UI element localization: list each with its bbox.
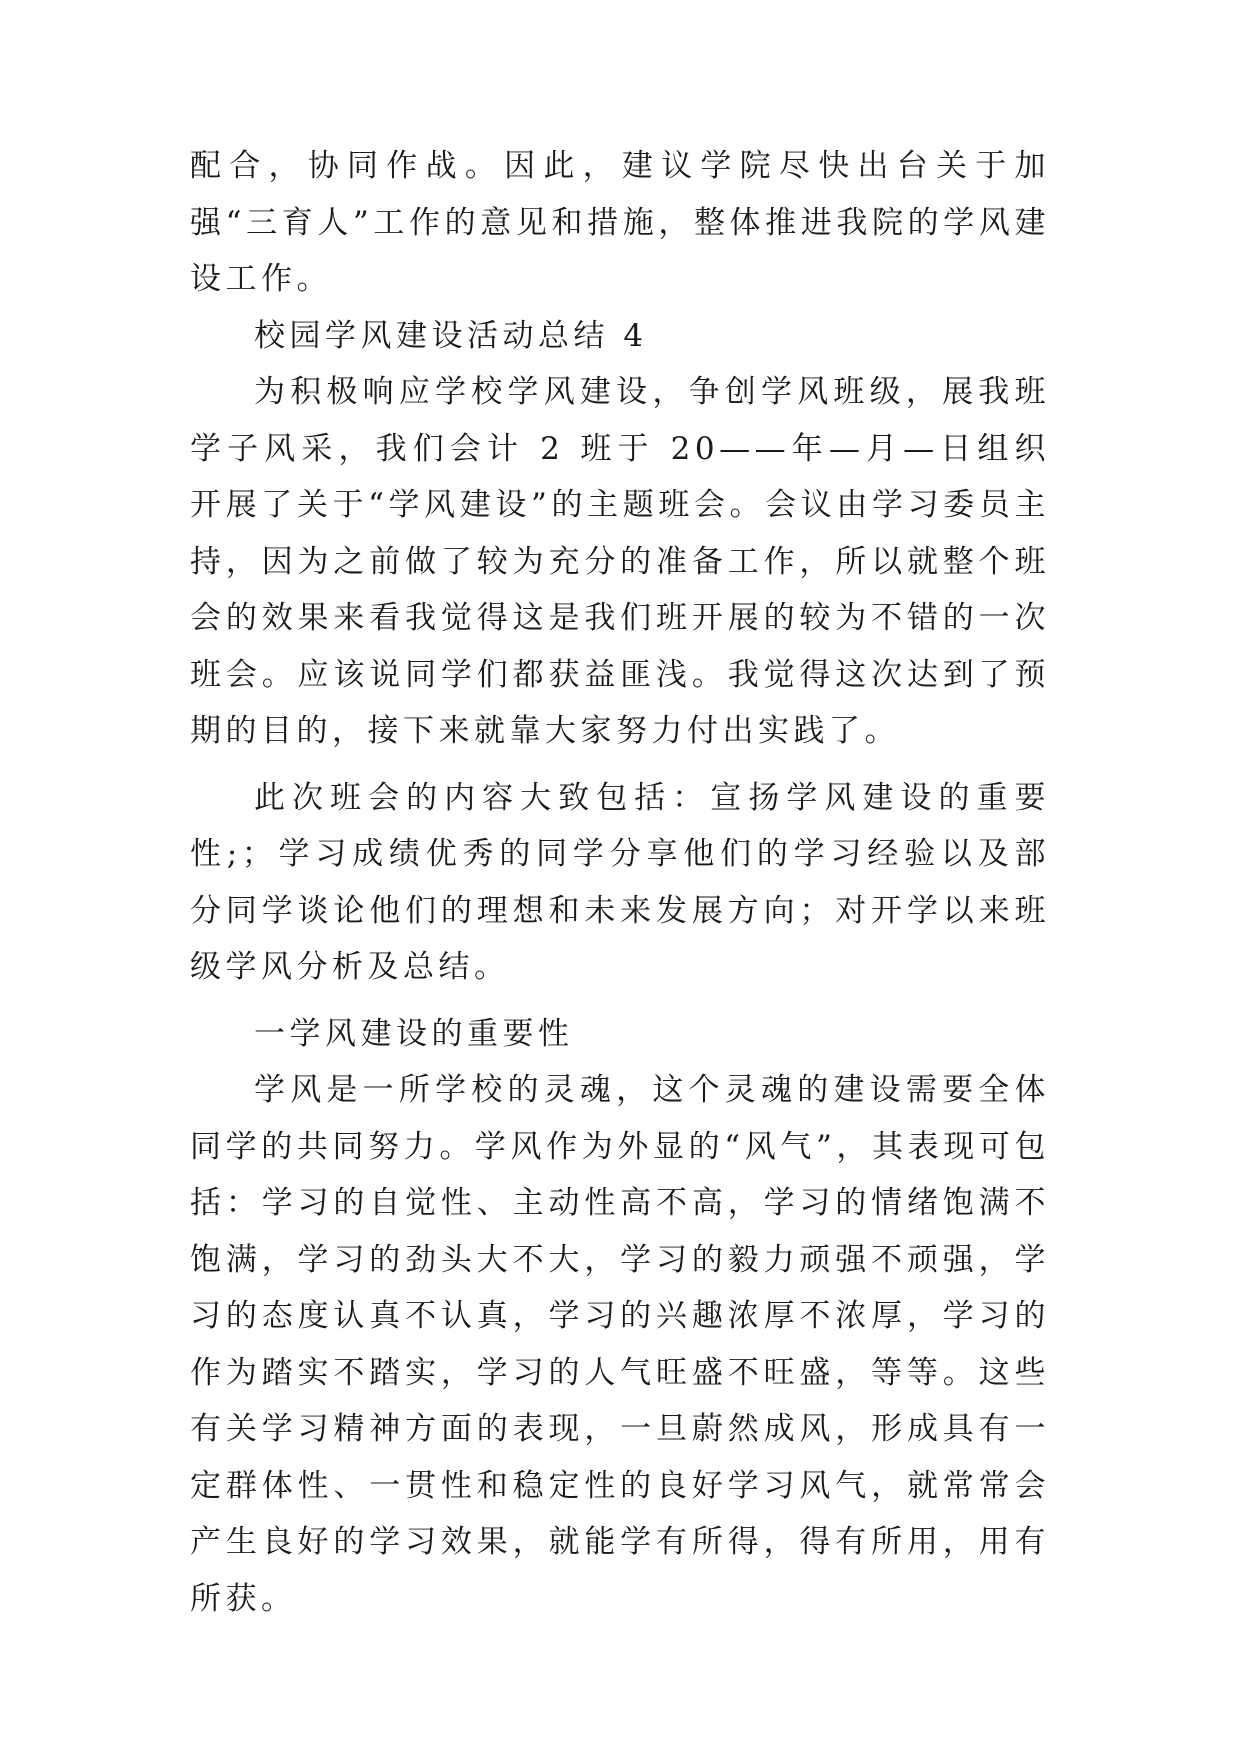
section-heading: 校园学风建设活动总结 4 — [254, 317, 648, 354]
paragraph-intro: 为积极响应学校学风建设，争创学风班级，展我班学子风采，我们会计 2 班于 20——年—月—日组织开展了关于“学风建设”的主题班会。会议由学习委员主持，因为之前做了较为充分的准备工作，所以就整个班会的效果来看我觉得这是我们班开展的较为不错的一次班会。应该说同学们都获益匪浅。我觉得这次达到了预期的目的，接下来就靠大家努力付出实践了。 — [190, 374, 1050, 749]
paragraph-importance: 学风是一所学校的灵魂，这个灵魂的建设需要全体同学的共同努力。学风作为外显的“风气”，其表现可包括：学习的自觉性、主动性高不高，学习的情绪饱满不饱满，学习的劲头大不大，学习的毅力顽强不顽强，学习的态度认真不认真，学习的兴趣浓厚不浓厚，学习的作为踏实不踏实，学习的人气旺盛不旺盛，等等。这些有关学习精神方面的表现，一旦蔚然成风，形成具有一定群体性、一贯性和稳定性的良好学习风气，就常常会产生良好的学习效果，就能学有所得，得有所用，用有所获。 — [190, 1072, 1050, 1617]
document-body — [190, 138, 1050, 1627]
paragraph-continuation: 配合，协同作战。因此，建议学院尽快出台关于加强“三育人”工作的意见和措施，整体推进我院的学风建设工作。 — [190, 148, 1050, 297]
subheading-importance: 一学风建设的重要性 — [254, 1015, 574, 1052]
paragraph-content-summary: 此次班会的内容大致包括：宣扬学风建设的重要性;；学习成绩优秀的同学分享他们的学习经验以及部分同学谈论他们的理想和未来发展方向；对开学以来班级学风分析及总结。 — [190, 779, 1050, 985]
